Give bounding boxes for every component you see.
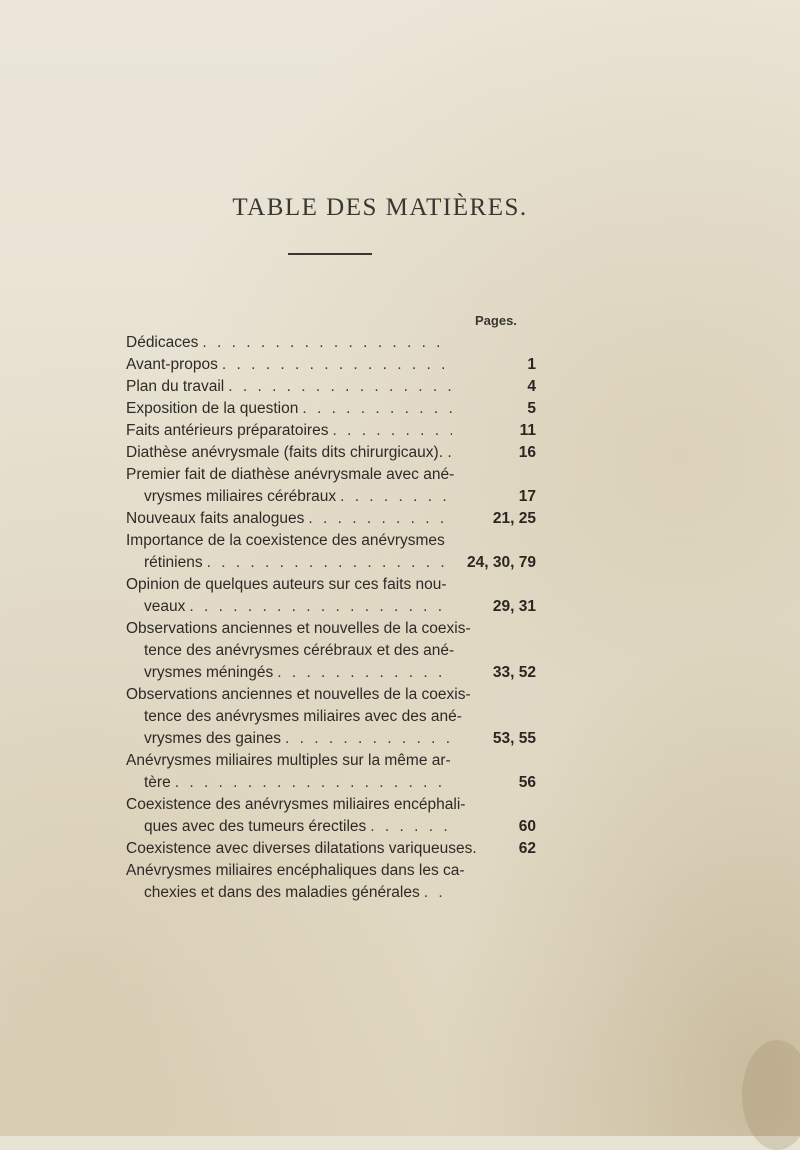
toc-entry-line <box>126 376 536 398</box>
toc-entry-line <box>126 574 536 596</box>
toc-page-number: 24, 30, 79 <box>467 554 536 571</box>
table-of-contents <box>126 332 536 904</box>
toc-entry <box>126 442 536 464</box>
toc-entry-label: Nouveaux faits analogues <box>126 510 305 527</box>
toc-page-number: 33, 52 <box>492 664 536 681</box>
toc-entry-label: vrysmes des gaines <box>144 730 281 747</box>
toc-entry-label: tence des anévrysmes miliaires avec des ané- <box>144 708 462 725</box>
toc-entry <box>126 574 536 618</box>
toc-page-number: 11 <box>519 422 536 439</box>
toc-entry-label: vrysmes miliaires cérébraux <box>144 488 337 505</box>
toc-entry-label: Anévrysmes miliaires multiples sur la même ar- <box>126 752 451 769</box>
toc-dot-leader <box>175 772 452 794</box>
toc-entry-label: Coexistence avec diverses dilatations variqueuses. <box>126 840 477 857</box>
toc-page-number: 1 <box>527 356 536 373</box>
toc-entry-label: Dédicaces <box>126 334 199 351</box>
toc-page-number: 53, 55 <box>492 730 536 747</box>
toc-entry-label: Faits antérieurs préparatoires <box>126 422 329 439</box>
toc-dot-leader <box>222 354 452 376</box>
toc-entry-label: Premier fait de diathèse anévrysmale avec ané- <box>126 466 455 483</box>
toc-entry-line <box>126 354 536 376</box>
toc-page-number: 60 <box>518 818 536 835</box>
toc-entry-line <box>126 728 536 750</box>
toc-entry-line <box>126 684 536 706</box>
toc-dot-leader <box>370 816 452 838</box>
toc-entry-line <box>126 420 536 442</box>
toc-dot-leader <box>302 398 452 420</box>
toc-dot-leader <box>332 420 452 442</box>
toc-entry-line <box>126 530 536 552</box>
toc-page-number: 62 <box>518 840 536 857</box>
toc-entry-line <box>126 398 536 420</box>
toc-page-number: 56 <box>518 774 536 791</box>
toc-entry <box>126 464 536 508</box>
page-title: TABLE DES MATIÈRES. <box>232 194 528 221</box>
toc-entry <box>126 794 536 838</box>
toc-entry <box>126 398 536 420</box>
toc-page-number: 16 <box>518 444 536 461</box>
toc-entry-label: veaux <box>144 598 186 615</box>
toc-entry-label: Anévrysmes miliaires encéphaliques dans les ca- <box>126 862 465 879</box>
toc-entry-label: chexies et dans des maladies générales <box>144 884 420 901</box>
toc-entry-label: Opinion de quelques auteurs sur ces faits nou- <box>126 576 447 593</box>
toc-entry-label: Observations anciennes et nouvelles de la coexis- <box>126 620 471 637</box>
toc-entry-line <box>126 662 536 684</box>
toc-entry <box>126 508 536 530</box>
toc-entry <box>126 838 536 860</box>
toc-entry-label: vrysmes méningés <box>144 664 274 681</box>
toc-page-number: 21, 25 <box>492 510 536 527</box>
toc-entry <box>126 354 536 376</box>
toc-entry <box>126 332 536 354</box>
toc-entry-line <box>126 772 536 794</box>
toc-dot-leader <box>228 376 452 398</box>
toc-dot-leader <box>207 552 452 574</box>
toc-page-number: 4 <box>527 378 536 395</box>
toc-page-number: 17 <box>518 488 536 505</box>
toc-entry-label: tence des anévrysmes cérébraux et des ané- <box>144 642 455 659</box>
toc-page-number: 29, 31 <box>492 598 536 615</box>
toc-entry-label: Plan du travail <box>126 378 225 395</box>
toc-dot-leader <box>189 596 452 618</box>
toc-entry <box>126 684 536 750</box>
toc-page-number: 5 <box>527 400 536 417</box>
toc-entry-line <box>126 508 536 530</box>
toc-entry-line <box>126 794 536 816</box>
toc-dot-leader <box>202 332 452 354</box>
toc-entry-line <box>126 442 536 464</box>
toc-entry-line <box>126 882 536 904</box>
toc-entry-label: Exposition de la question <box>126 400 299 417</box>
pages-column-header: Pages. <box>475 313 517 328</box>
toc-entry <box>126 750 536 794</box>
toc-entry-line <box>126 640 536 662</box>
toc-entry-line <box>126 618 536 640</box>
toc-dot-leader <box>340 486 452 508</box>
toc-entry-label: rétiniens <box>144 554 203 571</box>
title-divider <box>288 253 372 255</box>
toc-entry-line <box>126 750 536 772</box>
toc-entry-line <box>126 838 536 860</box>
toc-entry-line <box>126 816 536 838</box>
toc-entry <box>126 860 536 904</box>
toc-entry-line <box>126 464 536 486</box>
toc-entry <box>126 618 536 684</box>
toc-entry-label: tère <box>144 774 171 791</box>
toc-entry-line <box>126 706 536 728</box>
toc-entry-label: Observations anciennes et nouvelles de la coexis- <box>126 686 471 703</box>
toc-entry-label: Coexistence des anévrysmes miliaires encéphali- <box>126 796 466 813</box>
toc-entry <box>126 376 536 398</box>
toc-entry <box>126 420 536 442</box>
toc-entry-label: ques avec des tumeurs érectiles <box>144 818 367 835</box>
toc-entry-line <box>126 332 536 354</box>
toc-entry <box>126 530 536 574</box>
toc-dot-leader <box>424 882 452 904</box>
toc-entry-line <box>126 552 536 574</box>
toc-dot-leader <box>277 662 452 684</box>
toc-entry-label: Importance de la coexistence des anévrysmes <box>126 532 445 549</box>
toc-entry-line <box>126 860 536 882</box>
toc-entry-label: Diathèse anévrysmale (faits dits chirurgicaux). . <box>126 444 452 461</box>
paper-stain <box>742 1040 800 1150</box>
toc-dot-leader <box>308 508 452 530</box>
toc-entry-label: Avant-propos <box>126 356 218 373</box>
toc-dot-leader <box>285 728 452 750</box>
toc-entry-line <box>126 486 536 508</box>
toc-entry-line <box>126 596 536 618</box>
